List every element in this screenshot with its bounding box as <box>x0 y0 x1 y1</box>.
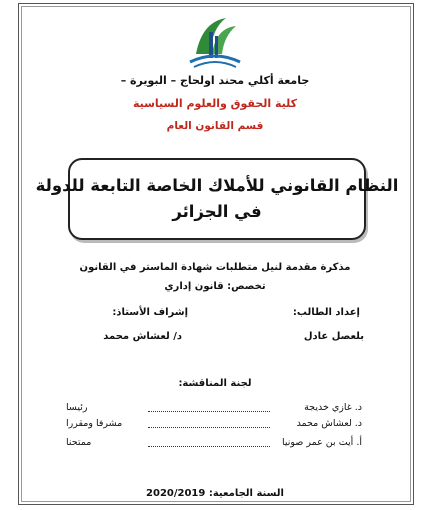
thesis-title-line-1: النظام القانوني للأملاك الخاصة التابعة للدولة <box>35 176 399 195</box>
committee-member: د. لعشاش محمد <box>296 418 362 429</box>
prepared-by-label: إعداد الطالب: <box>292 307 360 318</box>
dotted-leader <box>148 427 270 428</box>
committee-row <box>0 402 430 418</box>
thesis-title-line-2: في الجزائر <box>172 202 262 221</box>
academic-year: السنة الجامعية: 2020/2019 <box>146 488 284 499</box>
memo-description: مذكرة مقدمة لنيل متطلبات شهادة الماستر في القانون <box>79 262 351 273</box>
dotted-leader <box>148 446 270 447</box>
committee-row <box>0 437 430 453</box>
student-name: بلعصل عادل <box>303 331 364 342</box>
committee-title: لجنة المناقشة: <box>178 378 252 389</box>
committee-role: ممتحنا <box>66 437 92 448</box>
specialization: تخصص: قانون إداري <box>164 281 266 292</box>
committee-role: مشرفا ومقررا <box>66 418 123 429</box>
committee-row <box>0 418 430 434</box>
faculty-name: كلية الحقوق والعلوم السياسية <box>132 97 298 110</box>
department-name: قسم القانون العام <box>166 120 264 132</box>
thesis-title-box <box>35 158 399 240</box>
dotted-leader <box>148 411 270 412</box>
supervisor-name: د/ لعشاش محمد <box>103 331 182 342</box>
committee-member: د. غازي خديجة <box>304 402 362 413</box>
university-logo <box>182 14 248 72</box>
committee-member: أ. أيت بن عمر صونيا <box>281 437 362 448</box>
supervised-by-label: إشراف الأستاذ: <box>112 307 188 318</box>
university-name: جامعة أكلي محند اولحاج – البويرة – <box>120 74 310 87</box>
committee-role: رئيسا <box>66 402 88 413</box>
